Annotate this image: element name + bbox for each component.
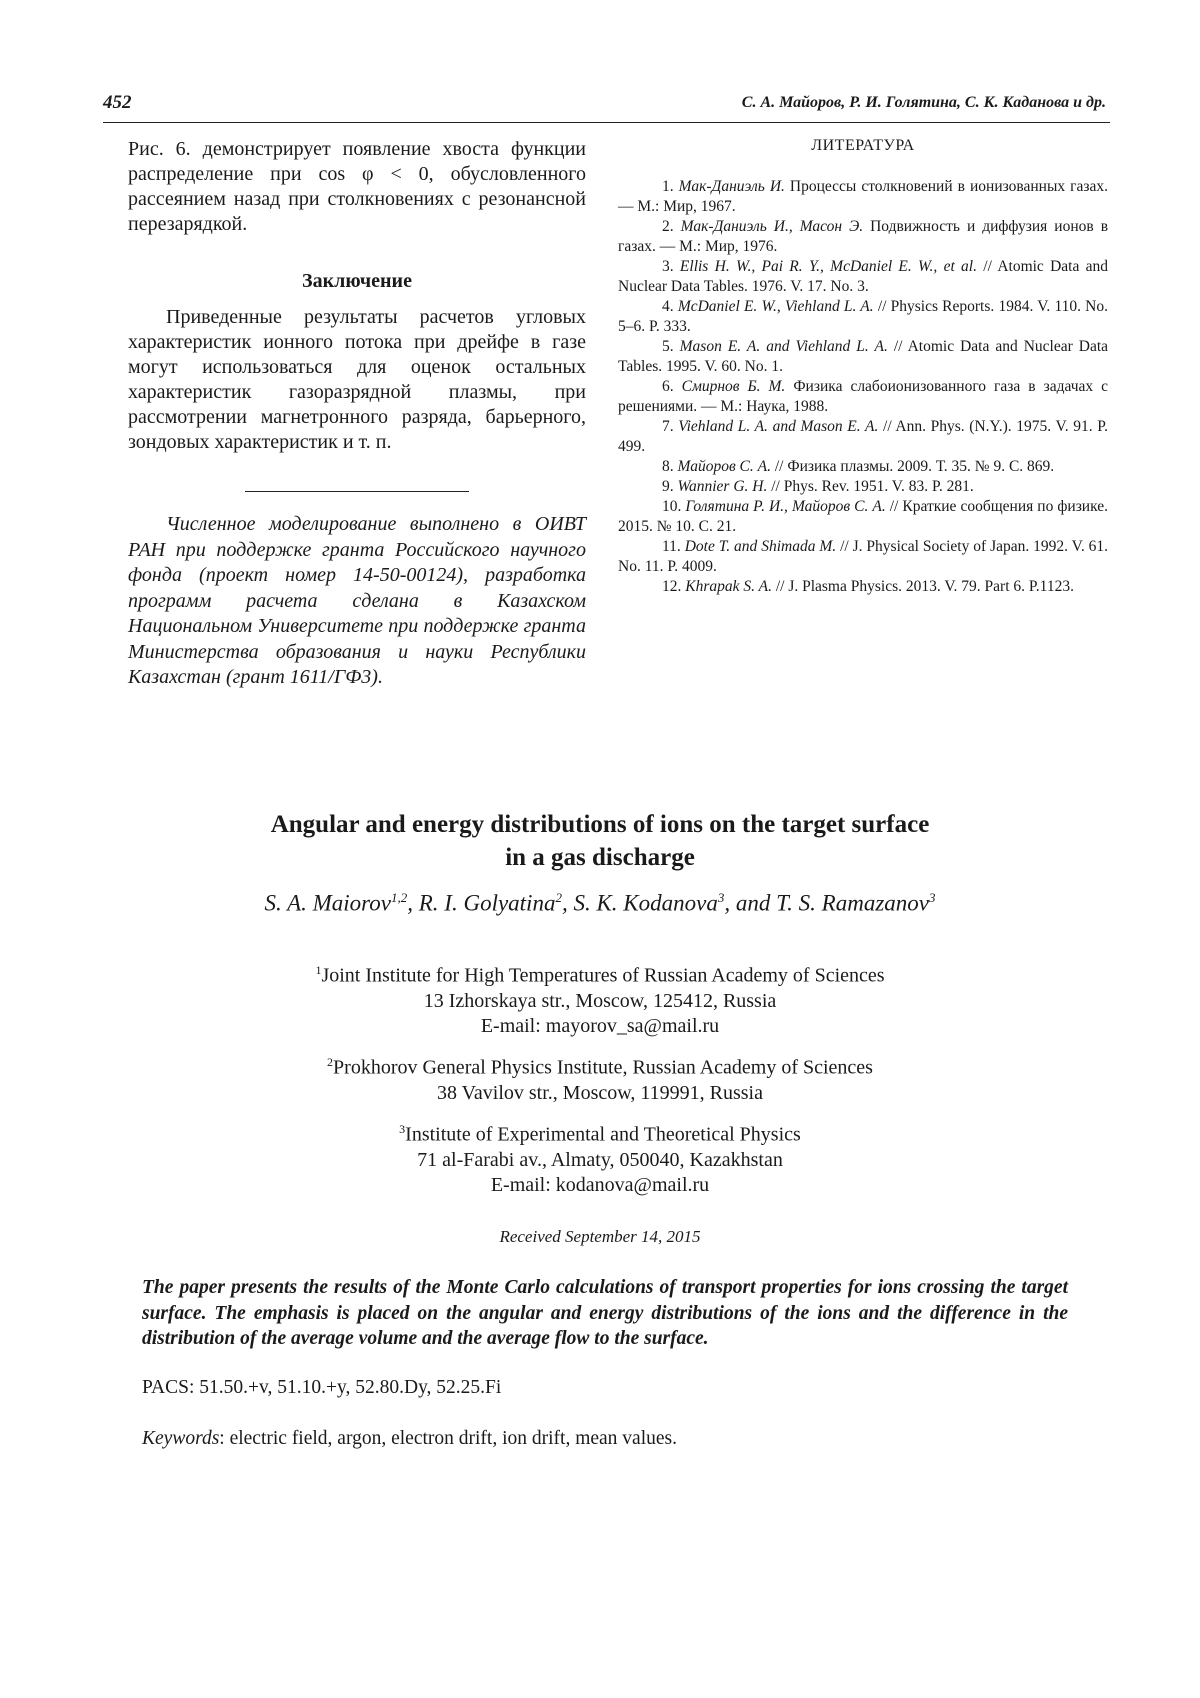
reference-source: // J. Plasma Physics. 2013. V. 79. Part 6. P.1123. — [775, 578, 1074, 595]
reference-authors: Мак-Даниэль И. — [678, 178, 785, 195]
reference-source: Процессы столкновений в ионизованных газах. — М.: Мир, 1967. — [618, 178, 1109, 215]
acknowledgment: Численное моделирование выполнено в ОИВТ РАН при поддержке гранта Российского научного фонда (проект номер 14-50-00124), разработка программ расчета сделана в Казахском Национальном Университете при поддержке гранта Министерства образования и науки Республики Казахстан (грант 1611/ГФ3). — [128, 513, 586, 688]
reference-number: 2. — [662, 218, 674, 235]
reference-item — [618, 477, 1108, 497]
author-separator: , and — [724, 890, 777, 916]
reference-authors: Майоров С. А. — [677, 458, 771, 475]
page-number: 452 — [103, 92, 132, 113]
reference-number: 4. — [662, 298, 674, 315]
reference-item — [618, 577, 1108, 597]
reference-source: Физика слабоионизованного газа в задачах с решениями. — М.: Наука, 1988. — [618, 378, 1109, 415]
reference-source: // Phys. Rev. 1951. V. 83. P. 281. — [771, 478, 974, 495]
reference-item — [618, 297, 1108, 337]
left-column — [128, 137, 586, 691]
affiliation-block — [130, 958, 1070, 1039]
author-affiliation-mark: 3 — [717, 890, 725, 905]
author-name: T. S. Ramazanov — [776, 890, 929, 916]
reference-source: Подвижность и диффузия ионов в газах. — М.: Мир, 1976. — [618, 218, 1109, 255]
reference-number: 5. — [662, 338, 674, 355]
conclusion-title: Заключение — [302, 270, 412, 292]
reference-number: 6. — [662, 378, 674, 395]
reference-source: // Atomic Data and Nuclear Data Tables. 1976. V. 17. No. 3. — [618, 258, 1109, 295]
reference-item — [618, 497, 1108, 537]
keywords-list: : electric field, argon, electron drift, ion drift, mean values. — [219, 1428, 677, 1449]
reference-authors: Смирнов Б. М. — [681, 378, 786, 395]
reference-authors: Мак-Даниэль И., Масон Э. — [680, 218, 864, 235]
author-separator: , — [561, 890, 574, 916]
affiliation-mark: 2 — [327, 1055, 334, 1069]
intro-paragraph: Рис. 6. демонстрирует появление хвоста функции распределение при cos φ < 0, обусловленного рассеянием назад при столкновениях с резонансной перезарядкой. — [128, 138, 586, 235]
reference-number: 1. — [662, 178, 674, 195]
author-affiliation-mark: 1,2 — [391, 890, 408, 905]
affiliation-address: 13 Izhorskaya str., Moscow, 125412, Russia — [423, 989, 777, 1012]
received-date: Received September 14, 2015 — [499, 1227, 701, 1246]
reference-source: // Физика плазмы. 2009. Т. 35. № 9. С. 869. — [774, 458, 1055, 475]
reference-authors: Mason E. A. and Viehland L. A. — [679, 338, 888, 355]
reference-item — [618, 417, 1108, 457]
reference-item — [618, 177, 1108, 217]
reference-authors: Wannier G. H. — [677, 478, 768, 495]
affiliation-mark: 3 — [399, 1122, 406, 1136]
reference-authors: McDaniel E. W., Viehland L. A. — [677, 298, 874, 315]
author-affiliation-mark: 3 — [929, 890, 936, 905]
reference-item — [618, 537, 1108, 577]
reference-source: // J. Physical Society of Japan. 1992. V. 61. No. 11. P. 4009. — [618, 538, 1109, 575]
reference-item — [618, 377, 1108, 417]
reference-source: // Physics Reports. 1984. V. 110. No. 5–6. P. 333. — [618, 298, 1109, 335]
affiliation-block — [130, 1050, 1070, 1106]
reference-authors: Dote T. and Shimada M. — [684, 538, 837, 555]
reference-number: 9. — [662, 478, 674, 495]
author-name: S. A. Maiorov — [264, 890, 391, 916]
pacs-codes: PACS: 51.50.+v, 51.10.+y, 52.80.Dy, 52.25.Fi — [142, 1377, 502, 1398]
affiliation-name: Institute of Experimental and Theoretical Physics — [405, 1123, 801, 1146]
reference-source: // Краткие сообщения по физике. 2015. № 10. С. 21. — [618, 498, 1109, 535]
affiliation-block — [130, 1117, 1070, 1198]
reference-authors: Viehland L. A. and Mason E. A. — [678, 418, 879, 435]
author-separator: , — [407, 890, 419, 916]
reference-number: 11. — [662, 538, 681, 555]
reference-list — [618, 177, 1108, 597]
running-head: С. А. Майоров, Р. И. Голятина, С. К. Каданова и др. — [741, 94, 1106, 111]
references-column — [618, 137, 1108, 597]
reference-source: // Atomic Data and Nuclear Data Tables. 1995. V. 60. No. 1. — [618, 338, 1109, 375]
abstract: The paper presents the results of the Monte Carlo calculations of transport properties for ions crossing the target surface. The emphasis is placed on the angular and energy distributions of the ions and the difference in the distribution of the average volume and the average flow to the surface. — [142, 1277, 1068, 1349]
affiliation-name-line — [130, 958, 1070, 989]
affiliation-email[interactable]: E-mail: kodanova@mail.ru — [490, 1173, 710, 1196]
page-header — [103, 92, 1110, 123]
article-title — [130, 808, 1070, 874]
article-title-line-2: in a gas discharge — [505, 844, 695, 871]
keywords-label: Keywords — [142, 1428, 220, 1449]
reference-number: 3. — [662, 258, 674, 275]
author-affiliation-mark: 2 — [555, 890, 562, 905]
keywords — [142, 1428, 677, 1450]
affiliation-name-line — [130, 1117, 1070, 1148]
author-list — [130, 890, 1070, 917]
author-name: R. I. Golyatina — [418, 890, 556, 916]
reference-authors: Khrapak S. A. — [685, 578, 772, 595]
affiliation-address: 38 Vavilov str., Moscow, 119991, Russia — [437, 1081, 763, 1104]
reference-authors: Голятина Р. И., Майоров С. А. — [685, 498, 886, 515]
reference-authors: Ellis H. W., Pai R. Y., McDaniel E. W., et al. — [679, 258, 977, 275]
reference-number: 12. — [662, 578, 682, 595]
reference-number: 8. — [662, 458, 674, 475]
affiliation-name-line — [130, 1050, 1070, 1081]
footnote-divider — [245, 491, 469, 492]
article-title-line-1: Angular and energy distributions of ions on the target surface — [270, 811, 930, 838]
references-heading: ЛИТЕРАТУРА — [811, 137, 915, 154]
affiliation-name: Prokhorov General Physics Institute, Russian Academy of Sciences — [333, 1056, 873, 1079]
affiliation-email[interactable]: E-mail: mayorov_sa@mail.ru — [480, 1014, 720, 1037]
reference-item — [618, 337, 1108, 377]
reference-number: 10. — [662, 498, 682, 515]
affiliation-name: Joint Institute for High Temperatures of Russian Academy of Sciences — [321, 964, 885, 987]
affiliation-mark: 1 — [315, 963, 322, 977]
reference-item — [618, 217, 1108, 257]
reference-source: // Ann. Phys. (N.Y.). 1975. V. 91. P. 499. — [618, 418, 1109, 455]
conclusion-text: Приведенные результаты расчетов угловых характеристик ионного потока при дрейфе в газе могут использоваться для оценок остальных характеристик газоразрядной плазмы, при рассмотрении магнетронного разряда, барьерного, зондовых характеристик и т. п. — [128, 306, 586, 453]
reference-item — [618, 457, 1108, 477]
author-name: S. K. Kodanova — [573, 890, 718, 916]
reference-number: 7. — [662, 418, 674, 435]
affiliation-address: 71 al-Farabi av., Almaty, 050040, Kazakhstan — [417, 1148, 783, 1171]
reference-item — [618, 257, 1108, 297]
